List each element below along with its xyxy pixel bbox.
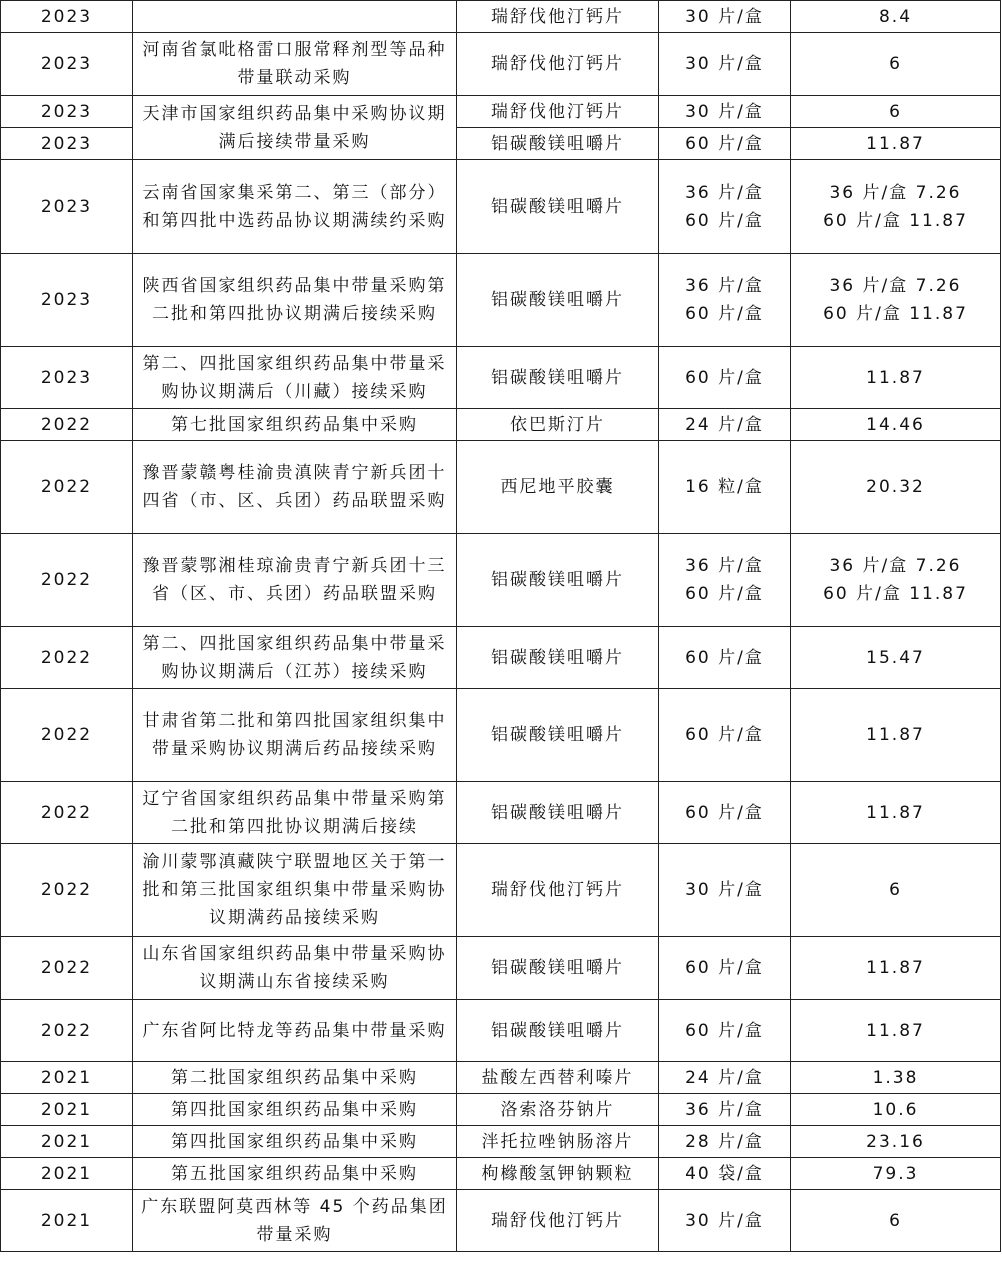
project-line: 豫晋蒙鄂湘桂琼渝贵青宁新兵团十三 — [142, 556, 447, 576]
price-line: 8.4 — [878, 6, 913, 27]
project-cell — [133, 534, 457, 627]
project-cell — [133, 1062, 457, 1094]
table-body — [1, 1, 1001, 1252]
spec-line: 24 片/盒 — [685, 414, 764, 435]
spec-cell — [659, 1126, 791, 1158]
spec-line: 60 片/盒 — [685, 725, 764, 745]
spec-cell — [659, 160, 791, 254]
project-line: 二批和第四批协议期满后接续采购 — [152, 304, 437, 324]
spec-cell — [659, 689, 791, 782]
drug-name-cell: 瑞舒伐他汀钙片 — [457, 1190, 659, 1252]
project-line: 第七批国家组织药品集中采购 — [171, 414, 418, 435]
price-line: 36 片/盒 7.26 — [829, 182, 962, 203]
drug-name-cell: 铝碳酸镁咀嚼片 — [457, 937, 659, 1000]
spec-cell — [659, 1190, 791, 1252]
spec-cell — [659, 844, 791, 937]
year-cell: 2021 — [1, 1190, 133, 1252]
spec-cell — [659, 254, 791, 347]
table-row — [1, 1126, 1001, 1158]
project-line: 第五批国家组织药品集中采购 — [171, 1163, 418, 1184]
spec-cell — [659, 409, 791, 441]
spec-line: 30 片/盒 — [685, 54, 764, 74]
price-cell — [791, 1190, 1001, 1252]
year-cell: 2022 — [1, 782, 133, 844]
project-line: 带量采购协议期满后药品接续采购 — [152, 739, 437, 759]
project-line: 山东省国家组织药品集中带量采购协 — [142, 944, 447, 964]
project-line: 辽宁省国家组织药品集中带量采购第 — [142, 788, 447, 809]
project-cell — [133, 1, 457, 33]
price-cell — [791, 96, 1001, 128]
spec-line: 30 片/盒 — [685, 101, 764, 122]
project-cell — [133, 347, 457, 409]
project-line: 第四批国家组织药品集中采购 — [171, 1099, 418, 1120]
project-line: 购协议期满后（川藏）接续采购 — [161, 381, 428, 402]
spec-line: 60 片/盒 — [685, 584, 764, 604]
drug-name-cell: 铝碳酸镁咀嚼片 — [457, 534, 659, 627]
price-cell — [791, 254, 1001, 347]
table-row — [1, 1000, 1001, 1062]
table-row — [1, 627, 1001, 689]
drug-name-cell: 依巴斯汀片 — [457, 409, 659, 441]
spec-cell — [659, 347, 791, 409]
table-row — [1, 534, 1001, 627]
spec-cell — [659, 1094, 791, 1126]
drug-name-cell: 铝碳酸镁咀嚼片 — [457, 254, 659, 347]
price-line: 36 片/盒 7.26 — [829, 276, 962, 296]
table-row — [1, 1190, 1001, 1252]
project-cell — [133, 937, 457, 1000]
price-line: 6 — [889, 54, 902, 74]
spec-cell — [659, 534, 791, 627]
spec-cell — [659, 441, 791, 534]
spec-line: 30 片/盒 — [685, 1210, 764, 1231]
price-cell — [791, 782, 1001, 844]
spec-cell — [659, 96, 791, 128]
spec-cell — [659, 128, 791, 160]
project-line: 广东省阿比特龙等药品集中带量采购 — [142, 1020, 447, 1041]
price-cell — [791, 128, 1001, 160]
year-cell: 2023 — [1, 128, 133, 160]
spec-line: 16 粒/盒 — [685, 477, 764, 497]
price-cell — [791, 534, 1001, 627]
price-line: 20.32 — [866, 477, 925, 497]
project-line: 满后接续带量采购 — [218, 131, 371, 152]
table-row — [1, 33, 1001, 96]
table-row — [1, 844, 1001, 937]
year-cell: 2023 — [1, 347, 133, 409]
price-cell — [791, 844, 1001, 937]
spec-cell — [659, 627, 791, 689]
price-cell — [791, 1126, 1001, 1158]
price-line: 79.3 — [872, 1163, 919, 1184]
spec-line: 60 片/盒 — [685, 958, 764, 978]
price-line: 36 片/盒 7.26 — [829, 556, 962, 576]
spec-cell — [659, 1000, 791, 1062]
drug-name-cell: 瑞舒伐他汀钙片 — [457, 1, 659, 33]
drug-name-cell: 西尼地平胶囊 — [457, 441, 659, 534]
project-cell — [133, 844, 457, 937]
project-cell — [133, 1190, 457, 1252]
project-line: 天津市国家组织药品集中采购协议期 — [142, 103, 447, 124]
spec-line: 36 片/盒 — [685, 556, 764, 576]
spec-line: 36 片/盒 — [685, 182, 764, 203]
drug-name-cell: 铝碳酸镁咀嚼片 — [457, 347, 659, 409]
project-line: 第四批国家组织药品集中采购 — [171, 1131, 418, 1152]
year-cell: 2023 — [1, 1, 133, 33]
table-row — [1, 96, 1001, 128]
project-cell — [133, 1126, 457, 1158]
spec-cell — [659, 1158, 791, 1190]
price-line: 1.38 — [872, 1067, 919, 1088]
project-cell — [133, 689, 457, 782]
spec-cell — [659, 1062, 791, 1094]
price-cell — [791, 347, 1001, 409]
spec-line: 60 片/盒 — [685, 647, 764, 668]
year-cell: 2023 — [1, 33, 133, 96]
project-line: 和第四批中选药品协议期满续约采购 — [142, 210, 447, 231]
price-line: 60 片/盒 11.87 — [823, 584, 968, 604]
table-row — [1, 782, 1001, 844]
drug-name-cell: 瑞舒伐他汀钙片 — [457, 844, 659, 937]
price-cell — [791, 409, 1001, 441]
price-line: 11.87 — [866, 802, 925, 823]
price-line: 60 片/盒 11.87 — [823, 210, 968, 231]
project-cell — [133, 33, 457, 96]
spec-line: 60 片/盒 — [685, 1020, 764, 1041]
price-line: 11.87 — [866, 1020, 925, 1041]
spec-line: 28 片/盒 — [685, 1131, 764, 1152]
drug-name-cell: 铝碳酸镁咀嚼片 — [457, 782, 659, 844]
project-line: 四省（市、区、兵团）药品联盟采购 — [142, 491, 447, 511]
price-line: 11.87 — [866, 725, 925, 745]
spec-line: 60 片/盒 — [685, 802, 764, 823]
price-cell — [791, 1, 1001, 33]
price-cell — [791, 689, 1001, 782]
project-cell — [133, 1158, 457, 1190]
project-line: 批和第三批国家组织集中带量采购协 — [142, 880, 447, 900]
price-cell — [791, 1094, 1001, 1126]
price-cell — [791, 1158, 1001, 1190]
price-cell — [791, 627, 1001, 689]
table-row — [1, 347, 1001, 409]
year-cell: 2023 — [1, 254, 133, 347]
spec-line: 60 片/盒 — [685, 367, 764, 388]
drug-name-cell: 铝碳酸镁咀嚼片 — [457, 1000, 659, 1062]
project-line: 带量采购 — [256, 1224, 333, 1245]
project-line: 陕西省国家组织药品集中带量采购第 — [142, 276, 447, 296]
project-line: 议期满药品接续采购 — [209, 908, 380, 928]
project-cell — [133, 160, 457, 254]
price-cell — [791, 441, 1001, 534]
price-line: 60 片/盒 11.87 — [823, 304, 968, 324]
year-cell: 2022 — [1, 441, 133, 534]
drug-name-cell: 泮托拉唑钠肠溶片 — [457, 1126, 659, 1158]
drug-name-cell: 盐酸左西替利嗪片 — [457, 1062, 659, 1094]
project-line: 第二、四批国家组织药品集中带量采 — [142, 633, 447, 654]
project-cell — [133, 96, 457, 160]
table-row — [1, 254, 1001, 347]
price-line: 11.87 — [866, 958, 925, 978]
price-line: 11.87 — [866, 367, 925, 388]
year-cell: 2023 — [1, 160, 133, 254]
table-row — [1, 689, 1001, 782]
project-line: 第二、四批国家组织药品集中带量采 — [142, 353, 447, 374]
spec-line: 30 片/盒 — [685, 880, 764, 900]
spec-cell — [659, 937, 791, 1000]
table-row — [1, 160, 1001, 254]
price-line: 14.46 — [866, 414, 925, 435]
drug-name-cell: 瑞舒伐他汀钙片 — [457, 96, 659, 128]
spec-line: 36 片/盒 — [685, 1099, 764, 1120]
project-line: 二批和第四批协议期满后接续 — [171, 816, 418, 837]
project-line: 购协议期满后（江苏）接续采购 — [161, 661, 428, 682]
project-cell — [133, 409, 457, 441]
drug-name-cell: 瑞舒伐他汀钙片 — [457, 33, 659, 96]
drug-name-cell: 铝碳酸镁咀嚼片 — [457, 689, 659, 782]
project-line: 云南省国家集采第二、第三（部分） — [142, 182, 447, 203]
project-line: 带量联动采购 — [237, 68, 352, 88]
spec-line: 60 片/盒 — [685, 304, 764, 324]
table-row — [1, 441, 1001, 534]
price-line: 10.6 — [872, 1099, 919, 1120]
spec-line: 40 袋/盒 — [685, 1163, 764, 1184]
table-row — [1, 937, 1001, 1000]
drug-name-cell: 铝碳酸镁咀嚼片 — [457, 128, 659, 160]
price-line: 6 — [889, 1210, 902, 1231]
project-line: 甘肃省第二批和第四批国家组织集中 — [142, 711, 447, 731]
price-cell — [791, 937, 1001, 1000]
price-cell — [791, 33, 1001, 96]
project-cell — [133, 1000, 457, 1062]
spec-line: 24 片/盒 — [685, 1067, 764, 1088]
project-line: 省（区、市、兵团）药品联盟采购 — [152, 584, 437, 604]
price-cell — [791, 1000, 1001, 1062]
project-cell — [133, 441, 457, 534]
drug-name-cell: 枸橼酸氢钾钠颗粒 — [457, 1158, 659, 1190]
drug-name-cell: 铝碳酸镁咀嚼片 — [457, 160, 659, 254]
project-line: 议期满山东省接续采购 — [199, 972, 390, 992]
project-cell — [133, 254, 457, 347]
project-line: 渝川蒙鄂滇藏陕宁联盟地区关于第一 — [142, 852, 447, 872]
price-line: 23.16 — [866, 1131, 925, 1152]
year-cell: 2021 — [1, 1158, 133, 1190]
project-line: 豫晋蒙赣粤桂渝贵滇陕青宁新兵团十 — [142, 463, 447, 483]
price-line: 15.47 — [866, 647, 925, 668]
year-cell: 2021 — [1, 1126, 133, 1158]
year-cell: 2022 — [1, 409, 133, 441]
project-cell — [133, 1094, 457, 1126]
spec-cell — [659, 1, 791, 33]
spec-line: 30 片/盒 — [685, 6, 764, 27]
spec-line: 36 片/盒 — [685, 276, 764, 296]
spec-cell — [659, 33, 791, 96]
year-cell: 2022 — [1, 1000, 133, 1062]
price-line: 6 — [889, 101, 902, 122]
year-cell: 2023 — [1, 96, 133, 128]
year-cell: 2022 — [1, 627, 133, 689]
year-cell: 2022 — [1, 844, 133, 937]
project-line: 河南省氯吡格雷口服常释剂型等品种 — [142, 40, 447, 60]
project-cell — [133, 627, 457, 689]
year-cell: 2021 — [1, 1094, 133, 1126]
project-line: 广东联盟阿莫西林等 45 个药品集团 — [141, 1196, 448, 1217]
price-line: 6 — [889, 880, 902, 900]
project-line: 第二批国家组织药品集中采购 — [171, 1067, 418, 1088]
spec-line: 60 片/盒 — [685, 210, 764, 231]
year-cell: 2021 — [1, 1062, 133, 1094]
table-row — [1, 1062, 1001, 1094]
price-cell — [791, 160, 1001, 254]
year-cell: 2022 — [1, 937, 133, 1000]
year-cell: 2022 — [1, 689, 133, 782]
drug-name-cell: 洛索洛芬钠片 — [457, 1094, 659, 1126]
project-cell — [133, 782, 457, 844]
spec-cell — [659, 782, 791, 844]
price-line: 11.87 — [866, 133, 925, 154]
table-row — [1, 1094, 1001, 1126]
spec-line: 60 片/盒 — [685, 133, 764, 154]
table-row — [1, 1158, 1001, 1190]
price-cell — [791, 1062, 1001, 1094]
table-row — [1, 409, 1001, 441]
table-row — [1, 1, 1001, 33]
year-cell: 2022 — [1, 534, 133, 627]
drug-name-cell: 铝碳酸镁咀嚼片 — [457, 627, 659, 689]
